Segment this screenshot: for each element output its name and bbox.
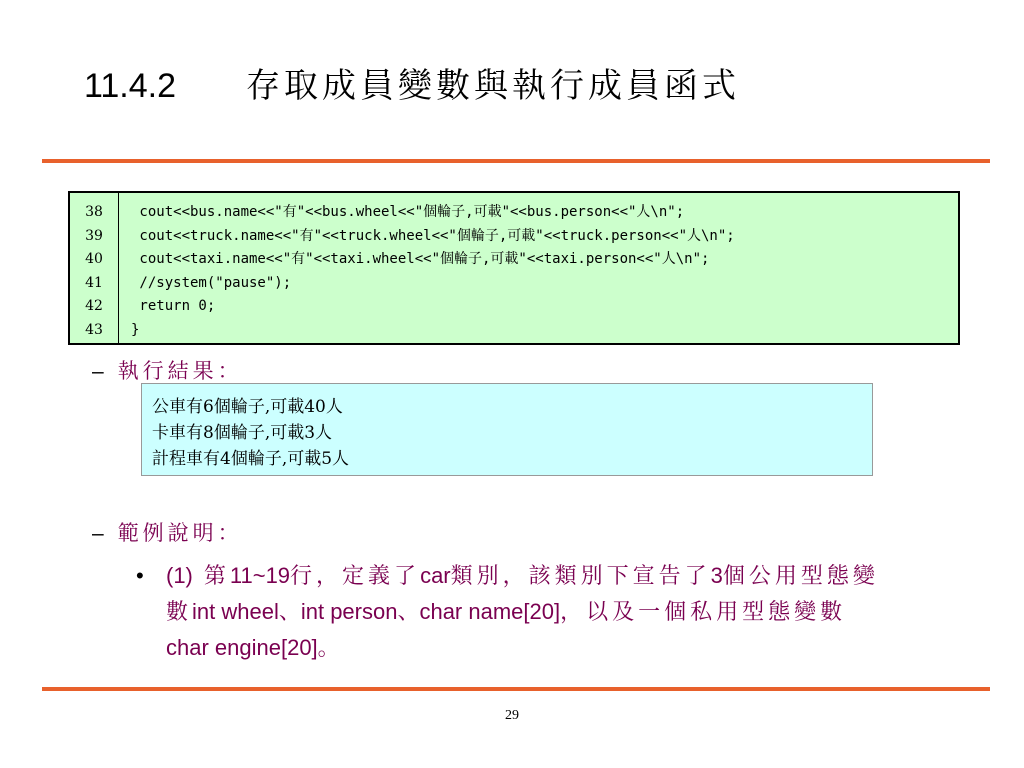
code-line: cout<<taxi.name<<"有"<<taxi.wheel<<"個輪子,可載"<<taxi.person<<"人\n"; [131, 251, 710, 267]
slide-title [84, 58, 740, 107]
text-run: 數 [166, 600, 193, 625]
line-number: 38 [85, 204, 103, 220]
explanation-text [166, 558, 996, 666]
bullet-label: 範例說明： [117, 521, 243, 545]
line-range: 11~19 [229, 563, 291, 588]
explanation-line-1 [166, 558, 996, 594]
line-number: 43 [85, 321, 103, 338]
explanation-line-2 [166, 594, 996, 630]
line-number: 42 [85, 298, 103, 314]
explanation-line-3 [166, 630, 996, 666]
program-output [141, 383, 873, 476]
title-text: 存取成員變數與執行成員函式 [246, 66, 741, 106]
text-run: 第 [192, 564, 230, 589]
dash-marker: – [92, 522, 104, 545]
code-line: cout<<bus.name<<"有"<<bus.wheel<<"個輪子,可載"<<bus.person<<"人\n"; [131, 204, 685, 220]
item-index: (1) [166, 563, 193, 588]
page-number: 29 [505, 708, 519, 723]
output-line: 計程車有4個輪子,可載5人 [152, 449, 350, 469]
output-line: 公車有6個輪子,可載40人 [152, 397, 343, 417]
bottom-divider [42, 687, 990, 691]
line-number: 41 [85, 274, 103, 291]
code-listing [68, 191, 960, 345]
bullet-label: 執行結果： [117, 359, 243, 383]
member-list: int wheel、int person、char name[20] [192, 599, 561, 624]
bullet-execution-result [92, 355, 243, 385]
class-name: car [420, 563, 451, 588]
top-divider [42, 159, 990, 163]
bullet-dot: • [136, 563, 144, 588]
code-line: //system("pause"); [131, 274, 292, 291]
section-number: 11.4.2 [84, 67, 177, 105]
text-run: 行，定義了 [290, 564, 421, 589]
text-run: 。 [317, 636, 344, 661]
code-line: return 0; [131, 298, 216, 314]
output-line: 卡車有8個輪子,可載3人 [152, 423, 333, 443]
dash-marker: – [92, 360, 104, 383]
line-number: 39 [85, 227, 103, 244]
text-run: 類別，該類別下宣告了 [450, 564, 711, 589]
text-run: ，以及一個私用型態變數 [560, 600, 847, 625]
text-run: 個公用型態變 [722, 564, 879, 589]
private-member: char engine[20] [166, 635, 318, 660]
count: 3 [710, 563, 723, 588]
line-number-column [70, 193, 119, 343]
code-line: } [131, 321, 140, 338]
code-line: cout<<truck.name<<"有"<<truck.wheel<<"個輪子,可載"<<truck.person<<"人\n"; [131, 227, 735, 244]
code-lines [119, 193, 735, 343]
bullet-example-explanation [92, 517, 243, 547]
line-number: 40 [85, 251, 103, 267]
